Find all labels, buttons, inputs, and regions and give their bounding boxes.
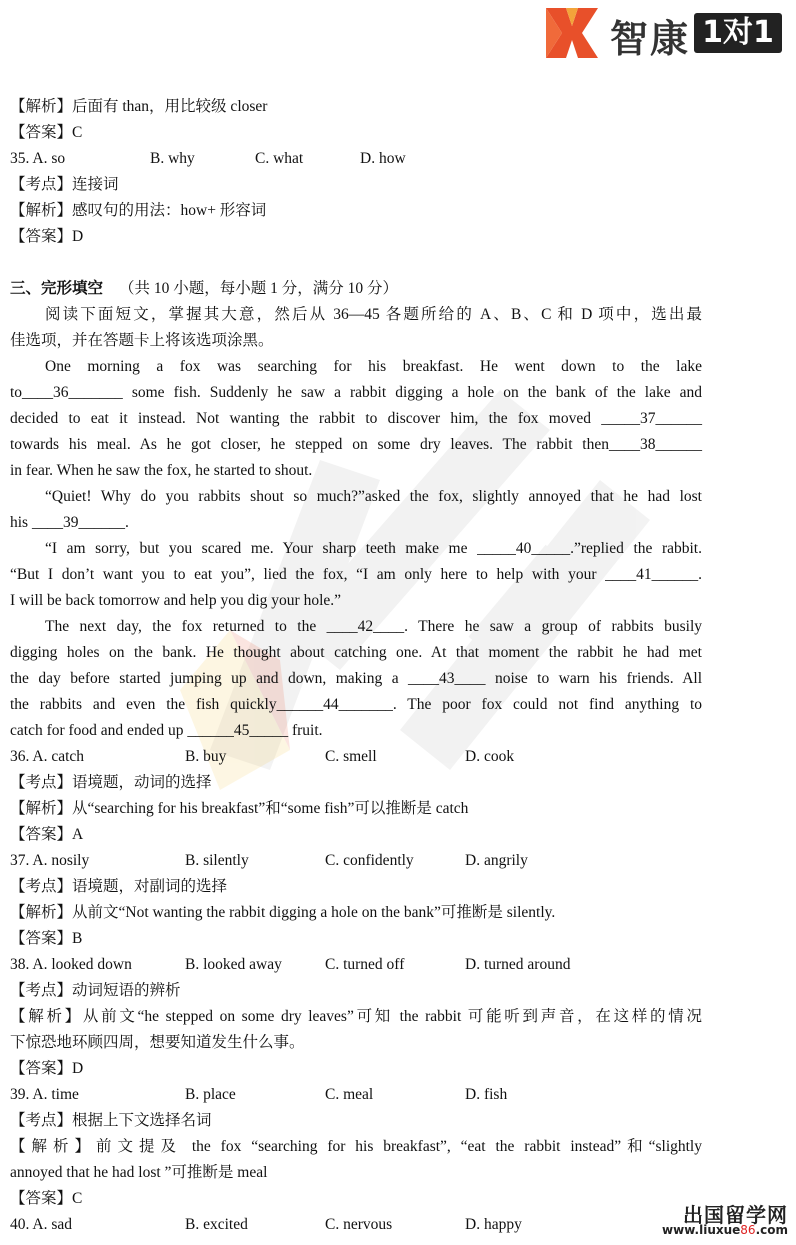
footer-url-prefix: www.liuxue (662, 1223, 741, 1237)
section-title: 三、完形填空 (10, 280, 104, 297)
passage-line: “Quiet! Why do you rabbits shout so much?”asked the fox, slightly annoyed that he had lost (45, 488, 702, 505)
footer-url-number: 86 (740, 1223, 756, 1237)
footer-url (662, 1223, 788, 1237)
keypoint-36: 【考点】语境题，动词的选择 (10, 774, 212, 791)
instruction-line-1: 阅读下面短文，掌握其大意，然后从 36—45 各题所给的 A、B、C 和 D 项中，选出最 (45, 306, 702, 323)
option-a: 36. A. catch (10, 748, 85, 765)
footer-site-name: 出国留学网 (683, 1203, 788, 1227)
analysis-36: 【解析】从“searching for his breakfast”和“some fish”可以推断是 catch (10, 800, 469, 817)
answer-38: 【答案】D (10, 1060, 84, 1077)
keypoint-38: 【考点】动词短语的辨析 (10, 982, 181, 999)
option-d: D. cook (465, 748, 515, 765)
option-d: D. how (360, 150, 406, 167)
option-a: 37. A. nosily (10, 852, 90, 869)
option-c: C. turned off (325, 956, 405, 973)
answer-36: 【答案】A (10, 826, 84, 843)
option-c: C. nervous (325, 1216, 393, 1233)
option-b: B. silently (185, 852, 249, 869)
option-c: C. what (255, 150, 304, 167)
passage-line: to____36_______ some fish. Suddenly he saw a rabbit digging a hole on the bank of the lake and (10, 384, 702, 401)
analysis-38-line-2: 下惊恐地环顾四周，想要知道发生什么事。 (10, 1034, 305, 1051)
answer-35: 【答案】D (10, 228, 84, 245)
analysis-37: 【解析】从前文“Not wanting the rabbit digging a hole on the bank”可推断是 silently. (10, 904, 556, 921)
passage-line: catch for food and ended up ______45_____ fruit. (10, 722, 323, 739)
passage-line: decided to eat it instead. Not wanting the rabbit to discover him, the fox moved _____37______ (10, 410, 702, 427)
option-b: B. excited (185, 1216, 248, 1233)
option-b: B. why (150, 150, 195, 167)
option-d: D. fish (465, 1086, 508, 1103)
passage-line: his ____39______. (10, 514, 129, 531)
passage-line: One morning a fox was searching for his breakfast. He went down to the lake (45, 358, 702, 375)
passage-line: the day before started jumping up and down, making a ____43____ noise to warn his friends. All (10, 670, 702, 687)
analysis-38-line-1: 【解析】从前文“he stepped on some dry leaves”可知 the rabbit 可能听到声音，在这样的情况 (10, 1008, 702, 1025)
option-a: 38. A. looked down (10, 956, 132, 973)
option-d: D. turned around (465, 956, 571, 973)
option-d: D. angrily (465, 852, 528, 869)
keypoint-39: 【考点】根据上下文选择名词 (10, 1112, 212, 1129)
brand-logo (544, 6, 788, 60)
section-heading (10, 279, 398, 299)
brand-badge: 1对1 (694, 13, 782, 53)
passage-line: The next day, the fox returned to the ____42____. There he saw a group of rabbits busily (45, 618, 702, 635)
passage-line: towards his meal. As he got closer, he stepped on some dry leaves. The rabbit then____38______ (10, 436, 702, 453)
section-note: （共 10 小题，每小题 1 分，满分 10 分） (119, 280, 399, 297)
footer-logo[interactable] (648, 1199, 788, 1241)
option-c: C. confidently (325, 852, 414, 869)
instruction-line-2: 佳选项，并在答题卡上将该选项涂黑。 (10, 332, 274, 349)
option-c: C. meal (325, 1086, 374, 1103)
option-a: 40. A. sad (10, 1216, 72, 1233)
keypoint-35: 【考点】连接词 (10, 176, 119, 193)
answer-34: 【答案】C (10, 124, 83, 141)
passage-line: “But I don’t want you to eat you”, lied the fox, “I am only here to help with your ____41______. (10, 566, 702, 583)
analysis-39-line-1: 【解析】前文提及 the fox “searching for his breakfast”, “eat the rabbit instead”和“slightly (10, 1138, 702, 1155)
analysis-35: 【解析】感叹句的用法：how+ 形容词 (10, 202, 267, 219)
answer-39: 【答案】C (10, 1190, 83, 1207)
footer-url-suffix: .com (755, 1223, 788, 1237)
answer-37: 【答案】B (10, 930, 83, 947)
option-b: B. buy (185, 748, 227, 765)
option-d: D. happy (465, 1216, 522, 1233)
option-b: B. place (185, 1086, 236, 1103)
passage-line: digging holes on the bank. He thought about catching one. At that moment the rabbit he had met (10, 644, 702, 661)
option-c: C. smell (325, 748, 377, 765)
brand-name: 智康 (610, 17, 691, 61)
brand-logo-icon (544, 6, 600, 60)
passage-line: in fear. When he saw the fox, he started to shout. (10, 462, 313, 479)
analysis-34: 【解析】后面有 than，用比较级 closer (10, 98, 268, 115)
option-a: 35. A. so (10, 150, 66, 167)
passage-line: I will be back tomorrow and help you dig your hole.” (10, 592, 342, 609)
option-b: B. looked away (185, 956, 282, 973)
passage-line: the rabbits and even the fish quickly______44_______. The poor fox could not find anything to (10, 696, 702, 713)
analysis-39-line-2: annoyed that he had lost ”可推断是 meal (10, 1164, 268, 1181)
option-a: 39. A. time (10, 1086, 79, 1103)
passage-line: “I am sorry, but you scared me. Your sharp teeth make me _____40_____.”replied the rabbit. (45, 540, 702, 557)
keypoint-37: 【考点】语境题，对副词的选择 (10, 878, 228, 895)
